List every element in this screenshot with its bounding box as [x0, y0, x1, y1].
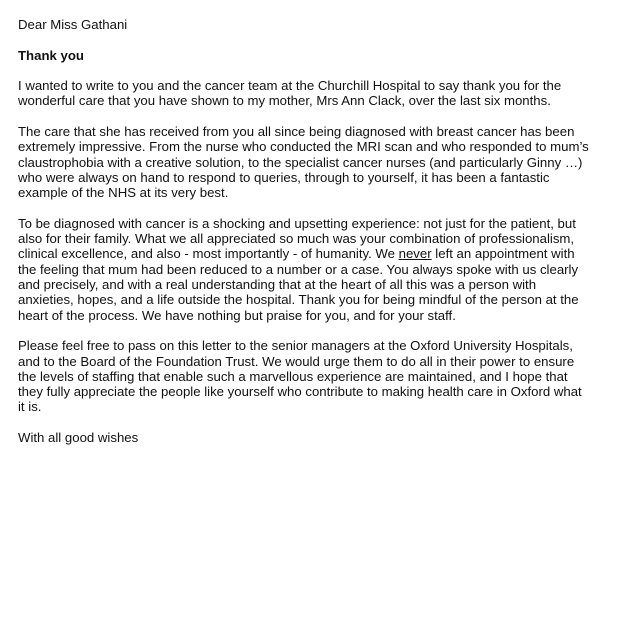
paragraph-line: it is.: [18, 399, 42, 415]
letter-body: [18, 17, 618, 461]
heading-line: Thank you: [18, 47, 84, 63]
paragraph-3: [18, 216, 618, 323]
paragraph-line-with-emphasis: [18, 246, 618, 261]
paragraph-line: example of the NHS at its very best.: [18, 185, 229, 201]
paragraph-line: and to the Board of the Foundation Trust. We would urge them to do all in their power to ensure: [18, 353, 575, 369]
paragraph-2: [18, 124, 618, 200]
closing: [18, 430, 618, 445]
paragraph-line: anxieties, hopes, and a life outside the hospital. Thank you for being mindful of the person at the: [18, 292, 579, 308]
paragraph-line: claustrophobia with a creative solution, to the specialist cancer nurses (and particularly Ginny …): [18, 154, 583, 170]
paragraph-line: heart of the process. We have nothing but praise for you, and for your staff.: [18, 307, 456, 323]
paragraph-line: The care that she has received from you all since being diagnosed with breast cancer has been: [18, 124, 575, 140]
paragraph-line: the feeling that mum had been reduced to a number or a case. You always spoke with us clearly: [18, 261, 579, 277]
emphasis-never: never: [398, 246, 432, 262]
paragraph-line: To be diagnosed with cancer is a shocking and upsetting experience: not just for the patient, but: [18, 215, 576, 231]
paragraph-line: extremely impressive. From the nurse who conducted the MRI scan and who responded to mum’s: [18, 139, 589, 155]
paragraph-4: [18, 338, 618, 414]
paragraph-line: I wanted to write to you and the cancer team at the Churchill Hospital to say thank you for the: [18, 78, 562, 94]
text-segment: left an appointment with: [431, 246, 575, 262]
paragraph-1: [18, 78, 618, 109]
paragraph-line: who were always on hand to respond to queries, through to yourself, it has been a fantastic: [18, 169, 550, 185]
greeting-line: Dear Miss Gathani: [18, 17, 128, 32]
letter-heading: [18, 48, 618, 63]
paragraph-line: wonderful care that you have shown to my mother, Mrs Ann Clack, over the last six months.: [18, 93, 551, 109]
paragraph-line: they fully appreciate the people like yourself who contribute to making health care in Oxford what: [18, 384, 582, 400]
text-segment: clinical excellence, and also - most importantly - of humanity. We: [18, 246, 399, 262]
closing-line: With all good wishes: [18, 430, 139, 446]
paragraph-line: Please feel free to pass on this letter to the senior managers at the Oxford University Hospitals,: [18, 338, 573, 354]
paragraph-line: also for their family. What we all appreciated so much was your combination of professionalism,: [18, 231, 575, 247]
paragraph-line: and precisely, and with a real understanding that at the heart of all this was a person with: [18, 277, 537, 293]
greeting: [18, 17, 618, 32]
paragraph-line: the levels of staffing that enable such a marvellous experience are maintained, and I hope that: [18, 368, 568, 384]
